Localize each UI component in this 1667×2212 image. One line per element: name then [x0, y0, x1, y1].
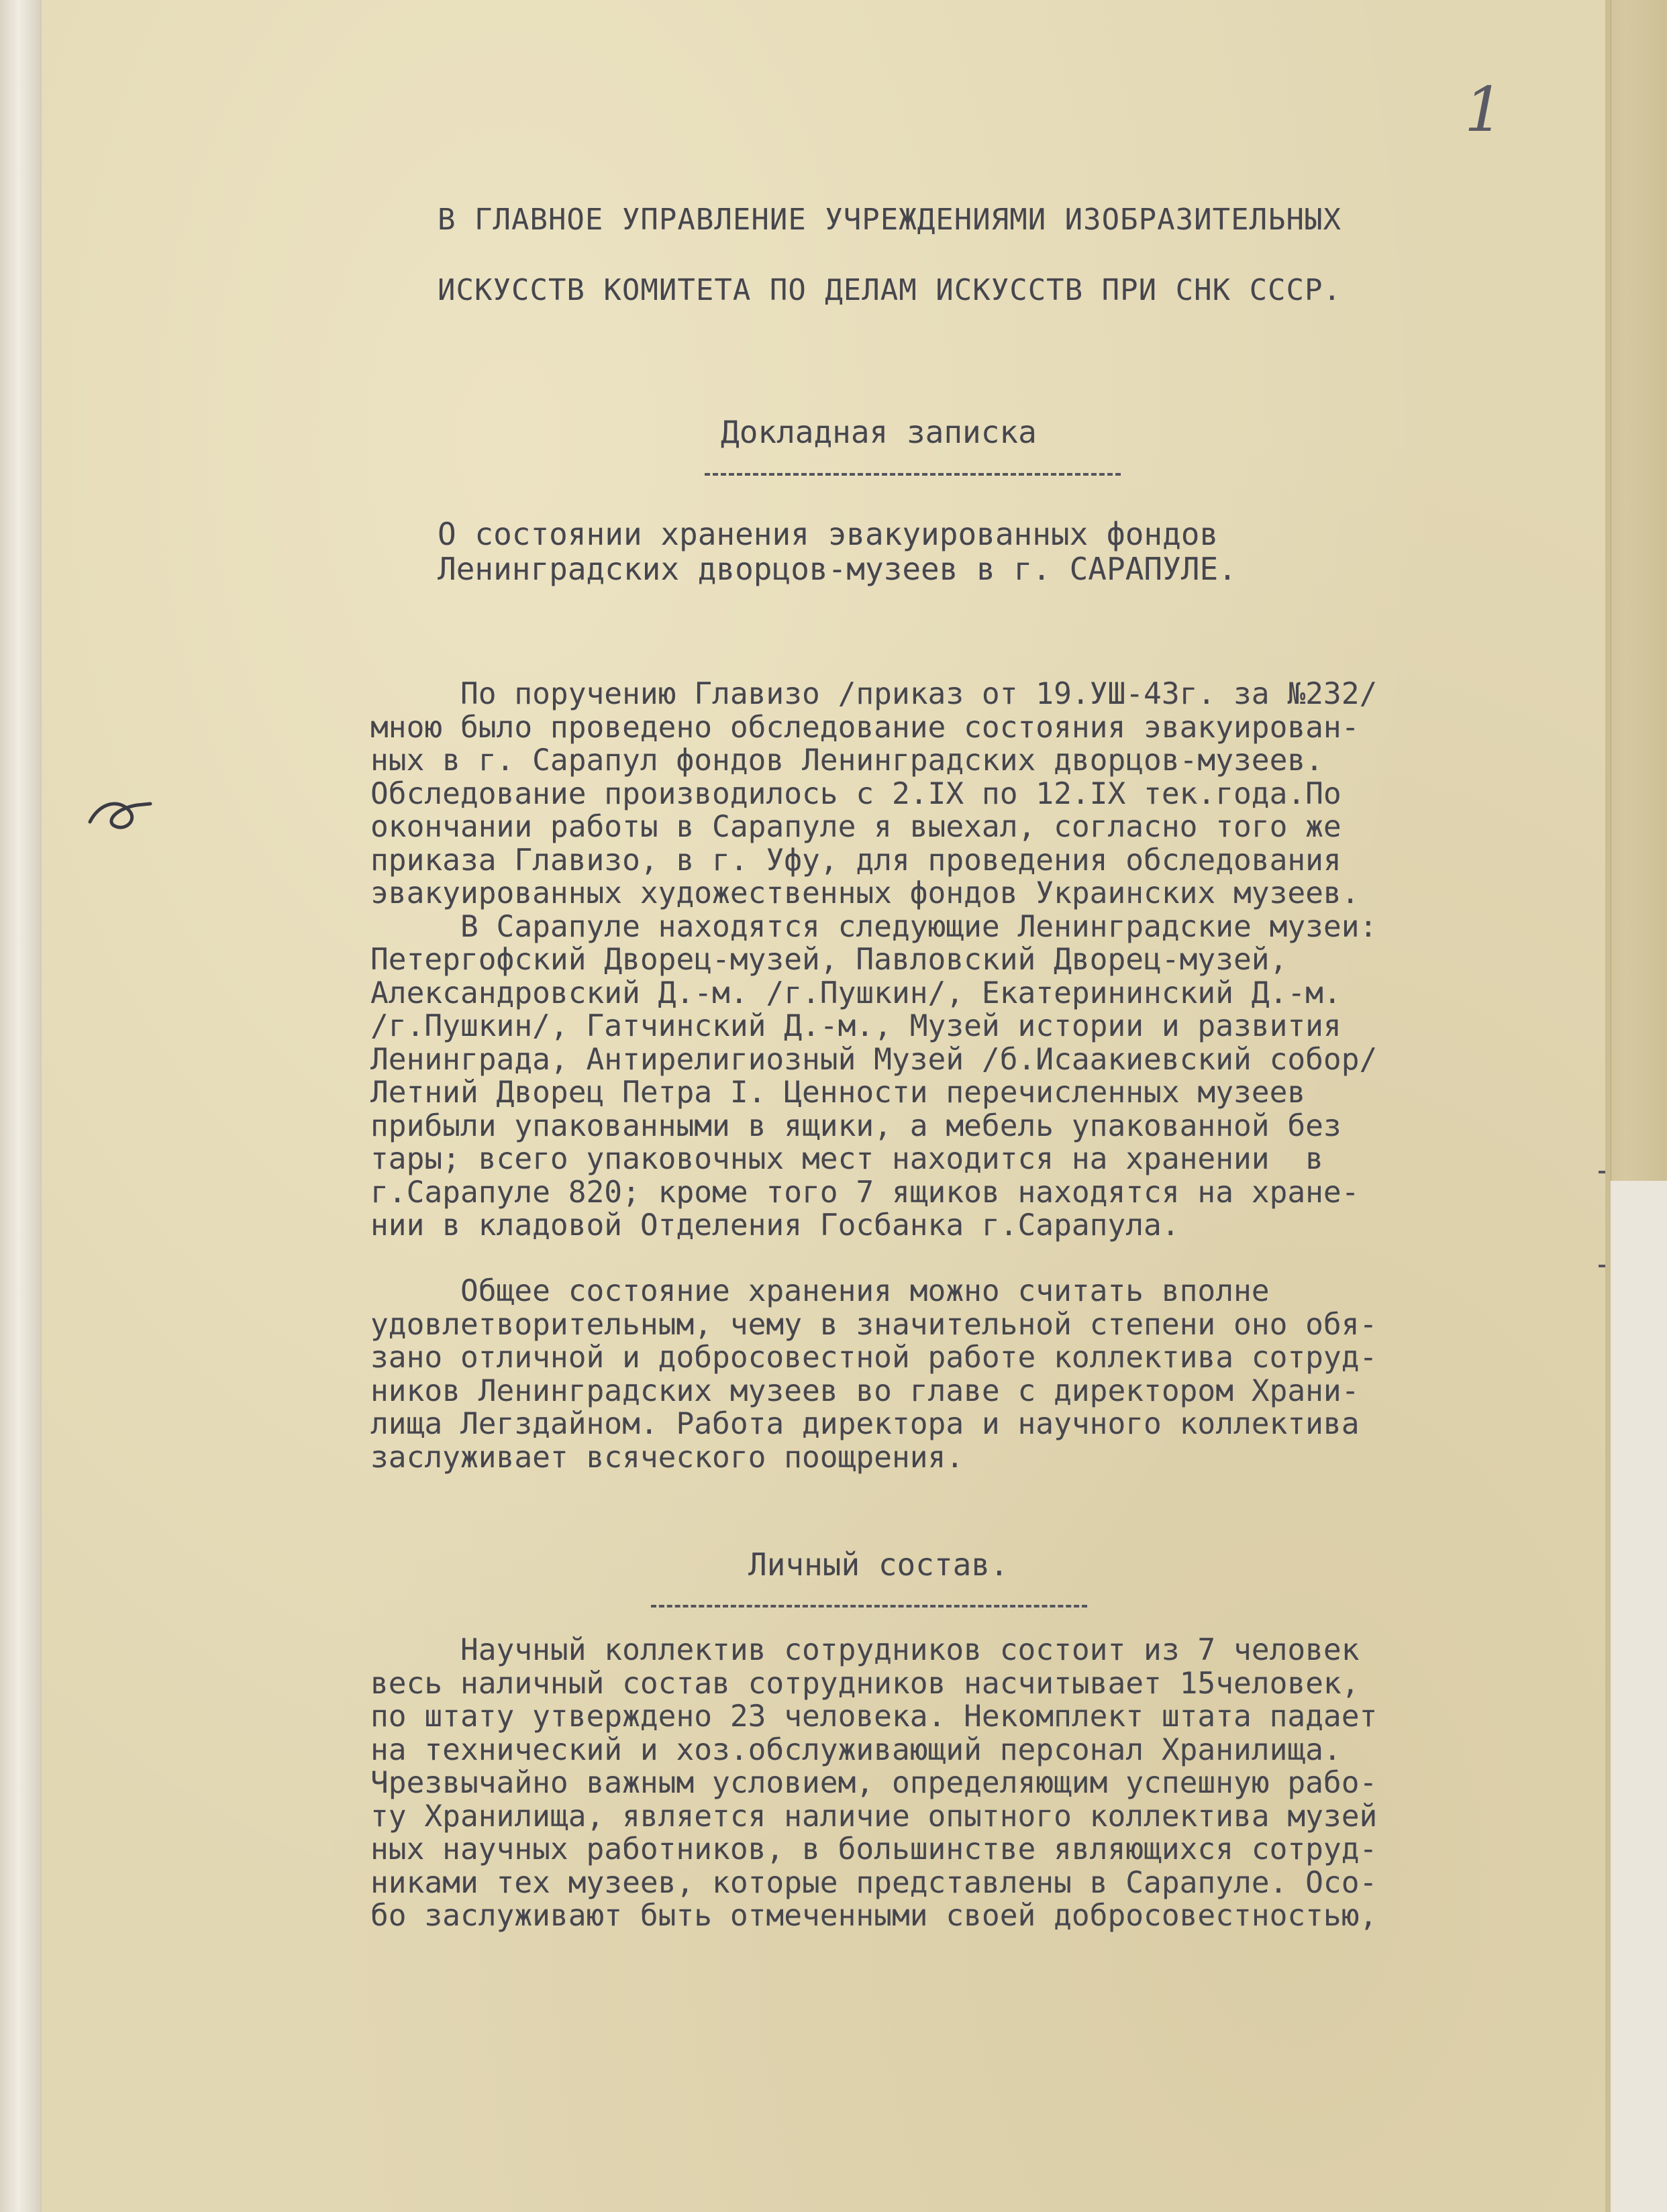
text-line: Александровский Д.-м. /г.Пушкин/, Екатерининский Д.-м.	[370, 976, 1342, 1010]
text-line: зано отличной и добросовестной работе коллектива сотруд-	[370, 1340, 1378, 1375]
text-line: мною было проведено обследование состояния эвакуирован-	[370, 710, 1360, 745]
text-line: бо заслуживают быть отмеченными своей добросовестностью,	[370, 1899, 1378, 1933]
text-line: Ленинграда, Антирелигиозный Музей /б.Исаакиевский собор/	[370, 1042, 1378, 1077]
text-line: Летний Дворец Петра I. Ценности перечисленных музеев	[370, 1075, 1306, 1110]
paragraph-commission	[370, 678, 1619, 1243]
text-line: на технический и хоз.обслуживающий персонал Хранилища.	[370, 1732, 1342, 1767]
margin-pencil-mark-icon	[83, 785, 157, 845]
section-title: Личный состав.	[748, 1546, 1009, 1583]
text-line: прибыли упакованными в ящики, а мебель упакованной без	[370, 1108, 1342, 1143]
text-line: окончании работы в Сарапуле я выехал, согласно того же	[370, 810, 1342, 844]
text-line: По поручению Главизо /приказ от 19.УШ-43г. за №232/	[370, 677, 1378, 711]
text-line: ников Ленинградских музеев во главе с директором Храни-	[370, 1373, 1360, 1408]
addressee-heading	[438, 185, 1538, 325]
text-line: ту Хранилища, является наличие опытного коллектива музей	[370, 1799, 1378, 1834]
text-line: удовлетворительным, чему в значительной степени оно обя-	[370, 1307, 1378, 1342]
text-line: Научный коллектив сотрудников состоит из 7 человек	[370, 1633, 1360, 1667]
text-line: /г.Пушкин/, Гатчинский Д.-м., Музей истории и развития	[370, 1009, 1342, 1043]
text-line: г.Сарапуле 820; кроме того 7 ящиков находятся на хране-	[370, 1175, 1360, 1210]
heading-line: ИСКУССТВ КОМИТЕТА ПО ДЕЛАМ ИСКУССТВ ПРИ СНК СССР.	[438, 273, 1342, 307]
text-line: весь наличный состав сотрудников насчитывает 15человек,	[370, 1666, 1360, 1701]
text-line: Общее состояние хранения можно считать вполне	[370, 1274, 1270, 1308]
text-line: В Сарапуле находятся следующие Ленинградские музеи:	[370, 909, 1378, 944]
text-line: заслуживает всяческого поощрения.	[370, 1440, 964, 1475]
text-line: по штату утверждено 23 человека. Некомплект штата падает	[370, 1699, 1378, 1734]
document-title: Докладная записка	[721, 414, 1037, 450]
title-underline	[705, 473, 1121, 476]
text-line: нии в кладовой Отделения Госбанка г.Сарапула.	[370, 1208, 1180, 1243]
document-subtitle	[438, 517, 1552, 586]
subtitle-line: Ленинградских дворцов-музеев в г. САРАПУЛЕ.	[438, 551, 1237, 587]
text-line: ных научных работников, в большинстве являющихся сотруд-	[370, 1832, 1378, 1866]
binding-strip	[0, 0, 43, 2212]
text-line: лища Легздайном. Работа директора и научного коллектива	[370, 1407, 1360, 1441]
text-line: эвакуированных художественных фондов Украинских музеев.	[370, 876, 1360, 910]
heading-line: В ГЛАВНОЕ УПРАВЛЕНИЕ УЧРЕЖДЕНИЯМИ ИЗОБРАЗИТЕЛЬНЫХ	[438, 203, 1342, 237]
text-line: тары; всего упаковочных мест находится на хранении в	[370, 1142, 1323, 1176]
document-page	[42, 0, 1605, 2212]
page-number: 1	[1464, 74, 1507, 146]
text-line: Обследование производилось с 2.IX по 12.IX тек.года.По	[370, 776, 1342, 811]
text-line: Петергофский Дворец-музей, Павловский Дворец-музей,	[370, 943, 1288, 977]
page-right-edge	[1605, 0, 1611, 2212]
text-line: Чрезвычайно важным условием, определяющим успешную рабо-	[370, 1766, 1378, 1800]
section-title-underline	[651, 1605, 1087, 1608]
text-line: никами тех музеев, которые представлены в Сарапуле. Осо-	[370, 1865, 1378, 1900]
paragraph-staff	[370, 1634, 1619, 1933]
text-line: ных в г. Сарапул фондов Ленинградских дворцов-музеев.	[370, 743, 1323, 778]
paragraph-storage-state	[370, 1275, 1619, 1474]
text-line: приказа Главизо, в г. Уфу, для проведения обследования	[370, 843, 1342, 878]
subtitle-line: О состоянии хранения эвакуированных фондов	[438, 516, 1219, 552]
